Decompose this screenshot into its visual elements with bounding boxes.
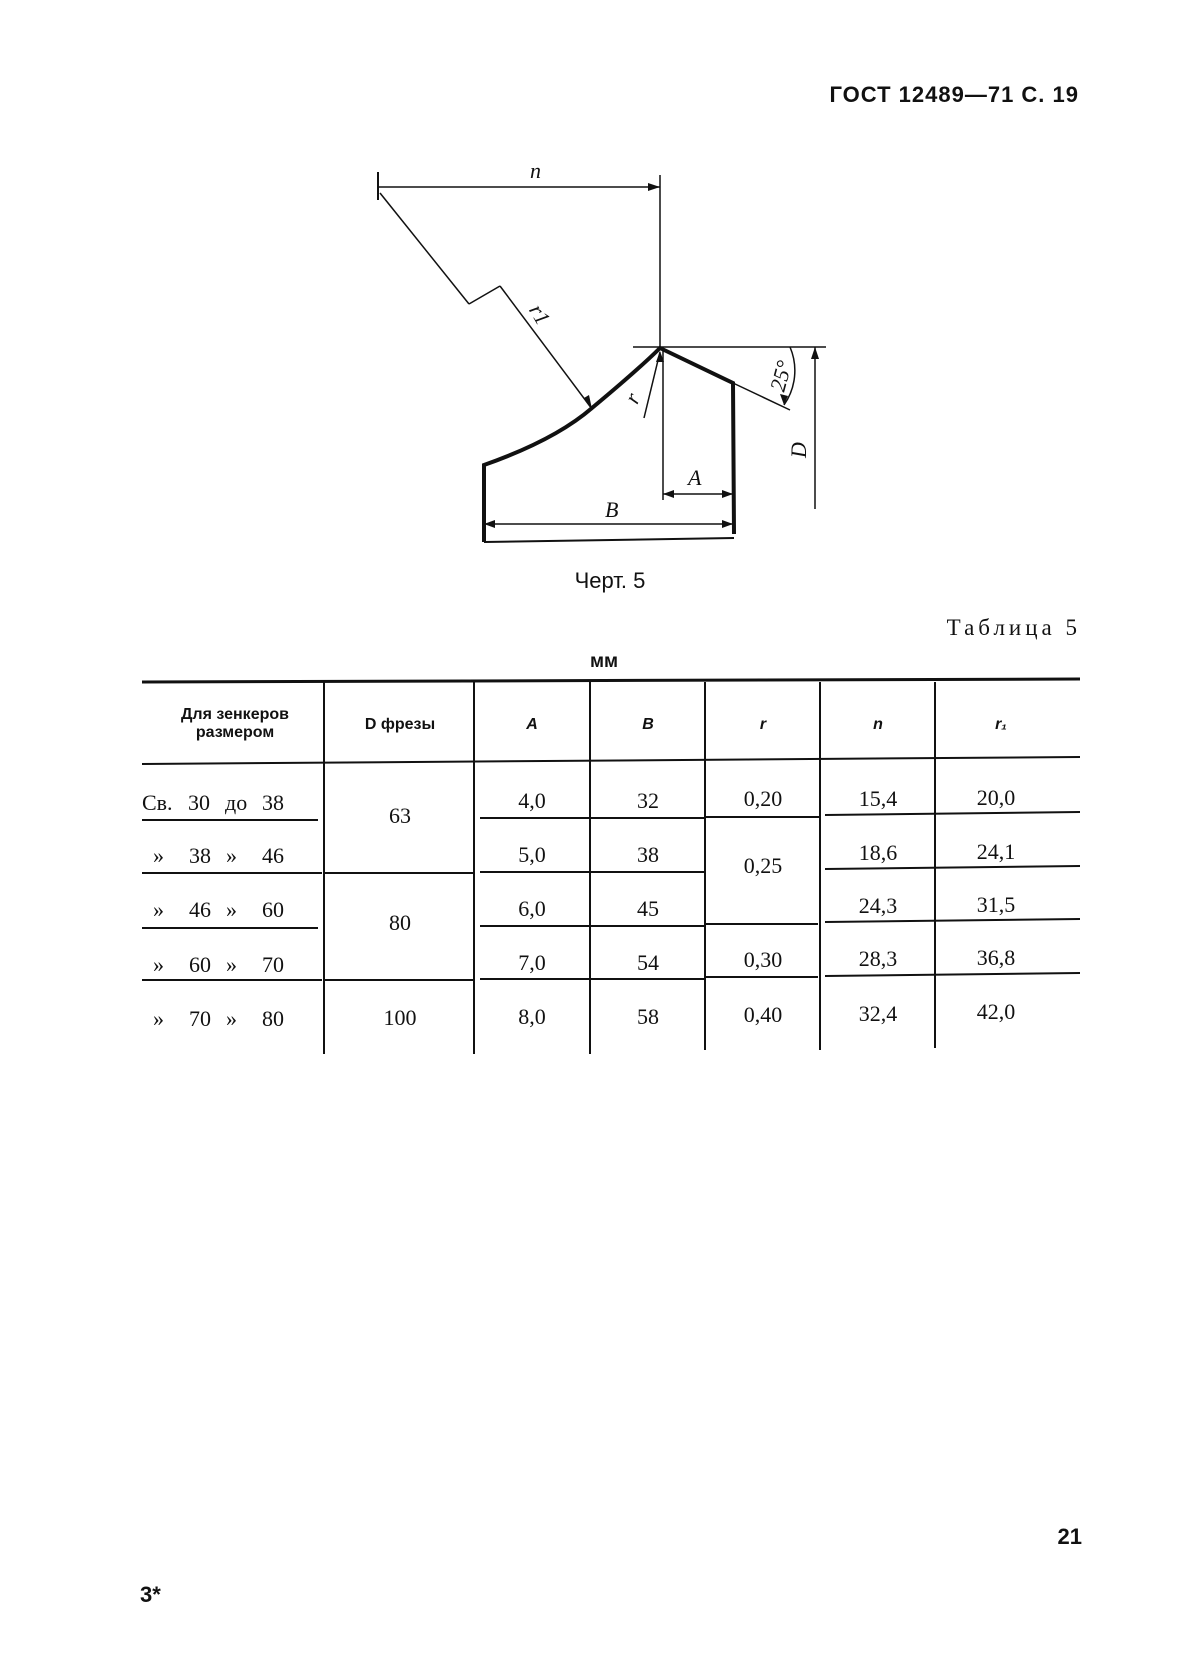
size-to-word: » <box>226 843 237 868</box>
size-to: 38 <box>262 790 284 815</box>
size-to: 80 <box>262 1006 284 1031</box>
size-from: 30 <box>188 790 210 815</box>
size-from: 70 <box>189 1006 211 1031</box>
r1-value: 31,5 <box>976 892 1016 917</box>
label-n: n <box>530 158 541 183</box>
size-to: 60 <box>262 897 284 922</box>
header-d: D фрезы <box>364 716 436 733</box>
header-n: n <box>873 716 883 733</box>
table-title: Таблица 5 <box>946 615 1081 640</box>
a-value: 6,0 <box>518 896 546 921</box>
r-value: 0,40 <box>743 1002 783 1027</box>
size-to: 46 <box>262 843 284 868</box>
n-value: 24,3 <box>858 893 898 918</box>
size-to: 70 <box>262 952 284 977</box>
a-value: 4,0 <box>518 788 546 813</box>
label-angle: 25° <box>764 357 797 395</box>
n-value: 32,4 <box>858 1001 898 1026</box>
r1-value: 20,0 <box>976 785 1016 810</box>
header-size: Для зенкеров размером <box>181 706 289 741</box>
label-B: B <box>605 497 619 522</box>
size-prefix: Св. <box>142 790 173 815</box>
size-prefix: » <box>153 1006 164 1031</box>
a-value: 7,0 <box>518 950 546 975</box>
r1-value: 42,0 <box>976 999 1016 1024</box>
size-from: 46 <box>189 897 211 922</box>
r1-value: 24,1 <box>976 839 1016 864</box>
size-to-word: » <box>226 952 237 977</box>
b-value: 58 <box>637 1004 659 1029</box>
label-D: D <box>786 442 811 458</box>
b-value: 32 <box>637 788 659 813</box>
b-value: 54 <box>637 950 659 975</box>
label-A: A <box>688 465 702 490</box>
a-value: 5,0 <box>518 842 546 867</box>
b-value: 38 <box>637 842 659 867</box>
header-a: A <box>526 716 538 733</box>
n-value: 28,3 <box>858 946 898 971</box>
table-unit: мм <box>590 651 619 672</box>
label-r1: r1 <box>524 299 556 330</box>
a-value: 8,0 <box>518 1004 546 1029</box>
r-value: 0,20 <box>743 786 783 811</box>
d-value: 80 <box>389 910 411 935</box>
header-r: r <box>759 716 767 733</box>
header-b: B <box>642 716 654 733</box>
r-value: 0,25 <box>743 853 783 878</box>
size-from: 38 <box>189 843 211 868</box>
document-header: ГОСТ 12489—71 С. 19 <box>829 82 1079 107</box>
size-from: 60 <box>189 952 211 977</box>
size-prefix: » <box>153 897 164 922</box>
header-r1: r₁ <box>995 716 1007 733</box>
size-prefix: » <box>153 952 164 977</box>
label-r: r <box>618 388 646 408</box>
size-to-word: » <box>226 897 237 922</box>
signature-mark: 3* <box>140 1582 161 1607</box>
b-value: 45 <box>637 896 659 921</box>
page-number: 21 <box>1057 1524 1082 1549</box>
n-value: 15,4 <box>858 786 898 811</box>
drawing-caption: Черт. 5 <box>574 568 646 593</box>
r1-value: 36,8 <box>976 945 1016 970</box>
d-value: 100 <box>383 1005 417 1030</box>
n-value: 18,6 <box>858 840 898 865</box>
size-prefix: » <box>153 843 164 868</box>
d-value: 63 <box>389 803 411 828</box>
r-value: 0,30 <box>743 947 783 972</box>
size-to-word: до <box>225 790 248 815</box>
size-to-word: » <box>226 1006 237 1031</box>
